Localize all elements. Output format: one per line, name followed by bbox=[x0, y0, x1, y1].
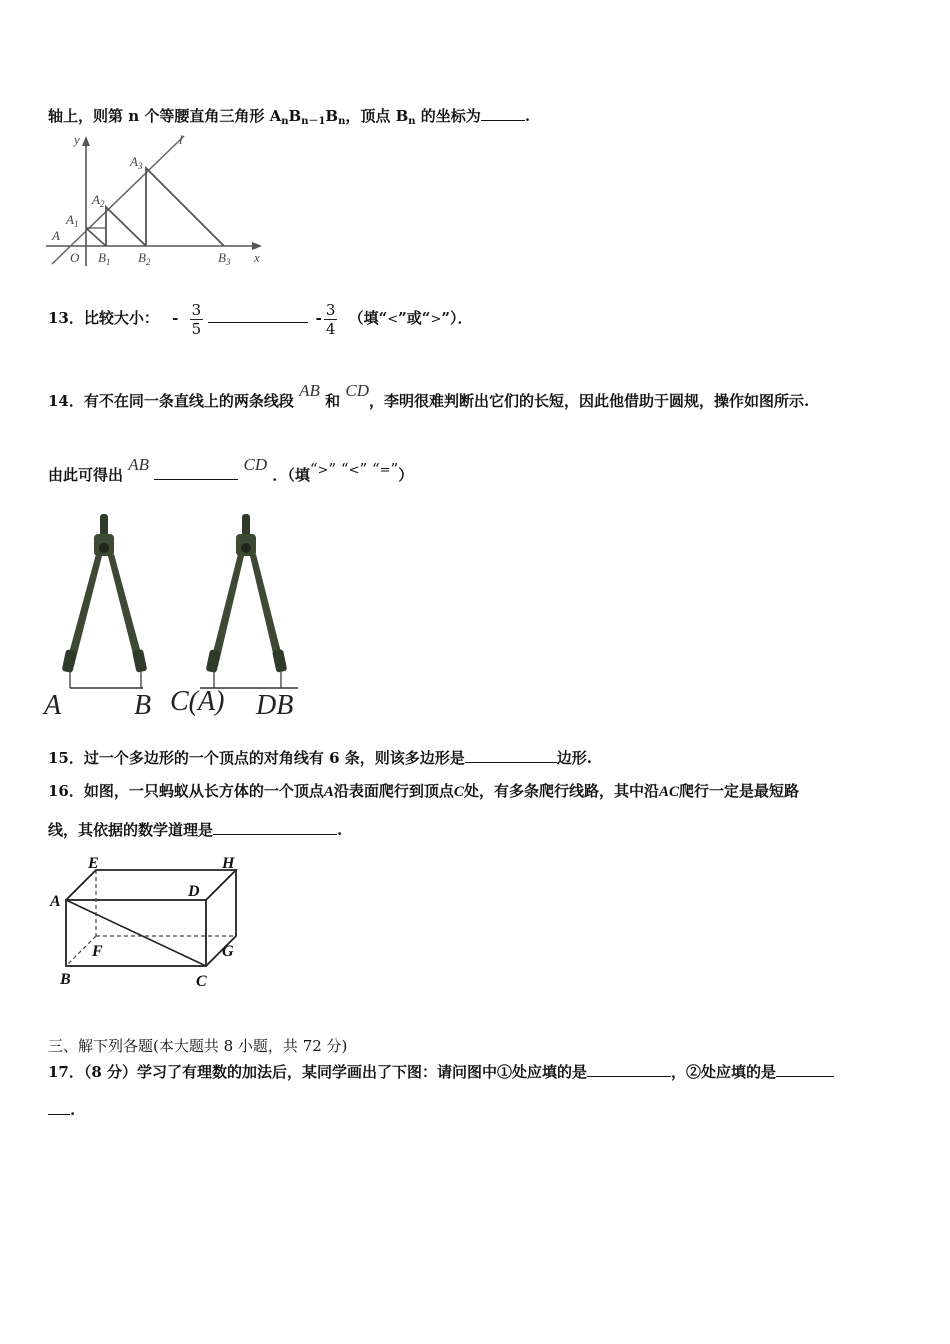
q17-text: （8 分）学习了有理数的加法后，某同学画出了下图：请问图中①处应填的是 bbox=[83, 1063, 588, 1081]
segment-CD: CD bbox=[345, 381, 370, 400]
x-axis-arrow bbox=[252, 242, 262, 250]
q12-text: 的坐标为 bbox=[415, 107, 481, 125]
triangle-1 bbox=[86, 228, 106, 246]
q16-text: 处，有多条爬行线路，其中沿 bbox=[463, 782, 659, 800]
label-A2: $A_2$ bbox=[92, 192, 105, 209]
q15-text: 过一个多边形的一个顶点的对角线有 6 条，则该多边形是 bbox=[83, 749, 465, 767]
question-16-line-2 bbox=[48, 818, 342, 840]
q13-minus-1: - bbox=[172, 309, 179, 327]
segment-AB: AB bbox=[299, 381, 320, 400]
fraction-3-5: $\frac{3}{5}$ bbox=[191, 300, 202, 338]
question-16 bbox=[48, 781, 799, 802]
segment-CD: CD bbox=[243, 455, 268, 474]
q14-fill-hint: ．（填“>” “<” “=”） bbox=[272, 460, 414, 484]
q16-number: 16． bbox=[48, 782, 84, 800]
triangle-3 bbox=[146, 168, 224, 246]
answer-blank[interactable] bbox=[481, 104, 525, 121]
path-AC: AC bbox=[658, 784, 679, 800]
q15-text: 边形. bbox=[556, 749, 592, 767]
answer-blank[interactable] bbox=[208, 306, 308, 323]
answer-blank[interactable] bbox=[587, 1060, 671, 1077]
q17-text: ，②处应填的是 bbox=[671, 1063, 777, 1081]
q12-text: 轴上，则第 n 个等腰直角三角形 A bbox=[48, 107, 282, 125]
q12-sub: n－1 bbox=[301, 116, 326, 127]
q17-number: 17． bbox=[48, 1063, 84, 1081]
label-B3: $B_3$ bbox=[218, 250, 231, 267]
figure-compasses bbox=[40, 510, 310, 720]
q14-text: ，李明很难判断出它们的长短，因此他借助于圆规，操作如图所示. bbox=[369, 392, 810, 410]
label-A1: $A_1$ bbox=[66, 212, 79, 229]
question-14-line-2 bbox=[48, 455, 414, 492]
label-origin: O bbox=[70, 250, 80, 265]
q12-sub: n bbox=[281, 116, 289, 127]
point-C: C bbox=[453, 784, 464, 800]
question-13 bbox=[48, 298, 472, 340]
vertex-F: F bbox=[92, 943, 103, 960]
label-y: y bbox=[74, 132, 80, 147]
vertex-B: B bbox=[60, 971, 71, 988]
label-D-B: DB bbox=[256, 690, 294, 720]
answer-blank[interactable] bbox=[48, 1098, 70, 1115]
vertex-A: A bbox=[50, 893, 61, 910]
answer-blank[interactable] bbox=[154, 463, 238, 480]
point-A: A bbox=[323, 784, 334, 800]
label-A3: $A_3$ bbox=[130, 154, 143, 171]
label-A: A bbox=[44, 690, 62, 720]
fraction-3-4: $\frac{3}{4}$ bbox=[325, 300, 336, 338]
q13-minus-2: - bbox=[315, 309, 322, 327]
figure-cuboid bbox=[44, 852, 254, 994]
vertex-C: C bbox=[196, 973, 207, 990]
vertex-E: E bbox=[88, 855, 99, 872]
q16-text: 爬行一定是最短路 bbox=[678, 782, 799, 800]
q15-number: 15． bbox=[48, 749, 84, 767]
q16-text: 沿表面爬行到顶点 bbox=[333, 782, 454, 800]
diagonal-AC bbox=[66, 900, 206, 966]
q16-text: 线，其依据的数学道理是 bbox=[48, 821, 214, 839]
q16-period: . bbox=[337, 821, 343, 839]
q12-text: ，顶点 B bbox=[345, 107, 409, 125]
section-title: 三、解下列各题(本大题共 8 小题，共 72 分) bbox=[48, 1037, 348, 1055]
q14-text: 由此可得出 bbox=[48, 466, 124, 484]
label-A: A bbox=[52, 228, 60, 243]
top-face bbox=[66, 870, 236, 900]
triangle-2 bbox=[106, 207, 146, 246]
y-axis-arrow bbox=[82, 136, 90, 146]
answer-blank[interactable] bbox=[776, 1060, 834, 1077]
answer-blank[interactable] bbox=[465, 746, 557, 763]
section-3-title bbox=[48, 1036, 347, 1056]
vertex-G: G bbox=[222, 943, 234, 960]
question-15 bbox=[48, 746, 592, 768]
answer-blank[interactable] bbox=[213, 818, 337, 835]
compass-1 bbox=[62, 514, 148, 688]
q17-period: . bbox=[70, 1101, 76, 1119]
q14-number: 14． bbox=[48, 392, 84, 410]
label-B1: $B_1$ bbox=[98, 250, 111, 267]
question-17-line-2 bbox=[48, 1098, 75, 1120]
q13-prompt: 比较大小： bbox=[83, 309, 159, 327]
vertex-D: D bbox=[188, 883, 200, 900]
q14-and: 和 bbox=[325, 392, 341, 410]
q13-hint: （填“<”或“>”）． bbox=[348, 309, 473, 327]
q13-number: 13． bbox=[48, 309, 84, 327]
compass-2 bbox=[200, 514, 298, 688]
vertex-H: H bbox=[222, 855, 235, 872]
question-14 bbox=[48, 381, 810, 416]
q12-text: B bbox=[325, 107, 339, 125]
figure-isosceles-triangles bbox=[44, 128, 274, 270]
label-B2: $B_2$ bbox=[138, 250, 151, 267]
question-17 bbox=[48, 1060, 834, 1082]
line-l bbox=[52, 136, 184, 264]
segment-AB: AB bbox=[128, 455, 150, 474]
label-x: x bbox=[254, 250, 260, 265]
q14-text: 有不在同一条直线上的两条线段 bbox=[83, 392, 294, 410]
label-C-A: C(A) bbox=[170, 686, 225, 717]
q12-period: . bbox=[524, 107, 531, 125]
label-l: l bbox=[179, 132, 183, 147]
q12-text: B bbox=[288, 107, 302, 125]
q16-text: 如图，一只蚂蚁从长方体的一个顶点 bbox=[83, 782, 324, 800]
label-B: B bbox=[134, 690, 152, 720]
q12-sub: n bbox=[408, 116, 416, 127]
q12-sub: n bbox=[338, 116, 346, 127]
